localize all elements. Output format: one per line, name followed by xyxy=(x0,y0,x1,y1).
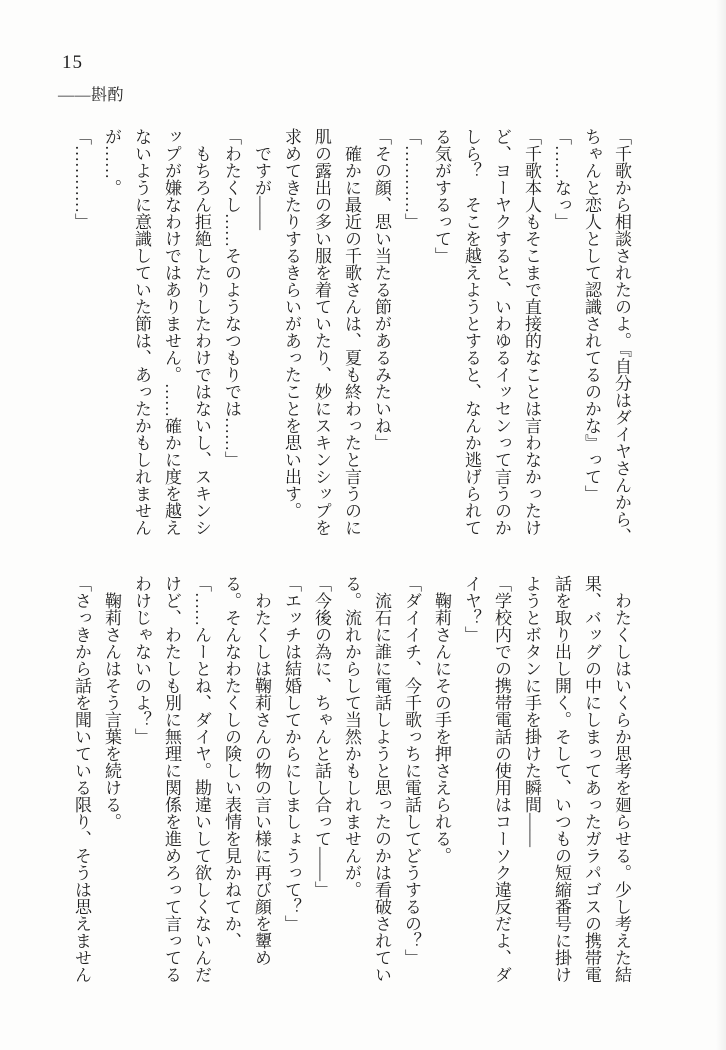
text-line: 「今後の為に、ちゃんと話し合って――」 xyxy=(312,575,331,898)
text-line: 「わたくし……そのようなつもりでは……」 xyxy=(222,128,241,468)
text-line: わたくしは鞠莉さんの物の言い様に再び顔を顰め xyxy=(252,575,271,966)
text-line: わけじゃないのよ？」 xyxy=(132,575,151,745)
text-line: けど、わたしも別に無理に関係を進めろって言ってる xyxy=(162,575,181,983)
text-line: 話を取り出し開く。そして、いつもの短縮番号に掛け xyxy=(552,575,571,983)
text-line: わたくしはいくらか思考を廻らせる。少し考えた結 xyxy=(612,575,631,983)
text-line: 「ダイイチ、今千歌っちに電話してどうするの？」 xyxy=(402,575,421,966)
chapter-header: ――斟酌 xyxy=(58,87,125,104)
text-block-top xyxy=(66,128,636,576)
text-line: ど、ヨーヤクすると、いわゆるイッセンって言うのか xyxy=(492,128,511,536)
page-number: 15 xyxy=(62,52,83,73)
text-line: る。流れからして当然かもしれませんが。 xyxy=(342,575,361,898)
text-line: 「千歌本人もそこまで直接的なことは言わなかったけ xyxy=(522,128,541,536)
text-line: 鞠莉さんはそう言葉を続ける。 xyxy=(102,575,121,830)
text-line: ップが嫌なわけではありません。……確かに度を越え xyxy=(162,128,181,536)
text-line: ないように意識していた節は、あったかもしれません xyxy=(132,128,151,536)
text-line: 「…………」 xyxy=(402,128,421,230)
text-line: 「エッチは結婚してからにしましょうって？」 xyxy=(282,575,301,932)
text-line: 「……んーとね、ダイヤ。勘違いして欲しくないんだ xyxy=(192,575,211,983)
text-line: 流石に誰に電話しようと思ったのかは看破されてい xyxy=(372,575,391,983)
text-line: しら？ そこを越えようとすると、なんか逃げられて xyxy=(462,128,481,536)
text-line: 「その顔、思い当たる節があるみたいね」 xyxy=(372,128,391,451)
text-line: ですが―― xyxy=(252,128,271,230)
text-line: 果、バッグの中にしまってあったガラパゴスの携帯電 xyxy=(582,575,601,983)
text-block-bottom xyxy=(66,575,636,1007)
text-line: 「さっきから話を聞いている限り、そうは思えません xyxy=(72,575,91,983)
text-line: る。そんなわたくしの険しい表情を見かねてか、 xyxy=(222,575,241,949)
text-line: ようとボタンに手を掛けた瞬間―― xyxy=(522,575,541,847)
text-line: もちろん拒絶したりしたわけではないし、スキンシ xyxy=(192,128,211,536)
text-line: イヤ？」 xyxy=(462,575,481,643)
text-line: 「……なっ」 xyxy=(552,128,571,230)
text-line: ちゃんと恋人として認識されてるのかな』って」 xyxy=(582,128,601,502)
text-line: 「学校内での携帯電話の使用はコーソク違反だよ、ダ xyxy=(492,575,511,983)
text-line: 求めてきたりするきらいがあったことを思い出す。 xyxy=(282,128,301,519)
text-line: 確かに最近の千歌さんは、夏も終わったと言うのに xyxy=(342,128,361,536)
text-line: が……。 xyxy=(102,128,121,196)
text-line: 「千歌から相談されたのよ。『自分はダイヤさんから、 xyxy=(612,128,631,545)
text-line: 「…………」 xyxy=(72,128,91,230)
text-line: 肌の露出の多い服を着ていたり、妙にスキンシップを xyxy=(312,128,331,536)
text-line: 鞠莉さんにその手を押さえられる。 xyxy=(432,575,451,864)
text-line: る気がするって」 xyxy=(432,128,451,264)
